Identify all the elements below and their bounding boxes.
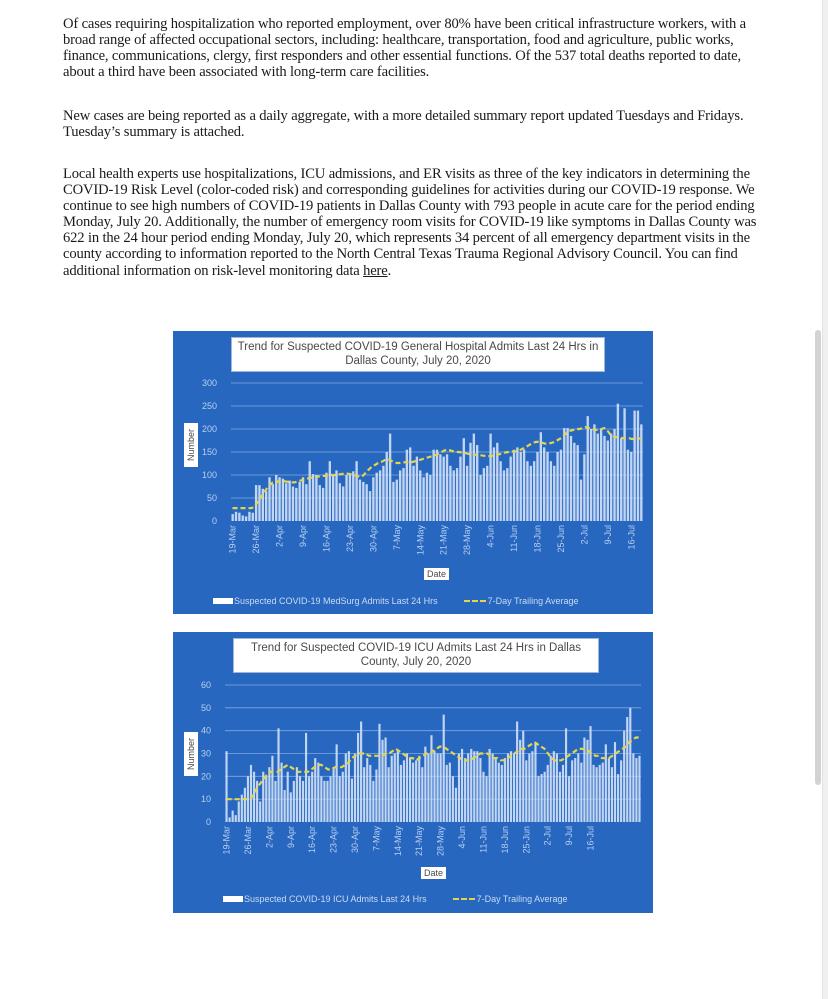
svg-text:300: 300 (201, 378, 217, 388)
paragraph-employment: Of cases requiring hospitalization who reported employment, over 80% have been critical infrastructure workers, with a broad range of affected occupational sectors, including: healthcare, transportation, food and agriculture, public works, finance, communications, clergy, first responders and other essential functions. Of the 537 total deaths reported to date, about a third have been associated with long-term care facilities. (63, 16, 746, 81)
paragraph-risk-indicators (63, 166, 773, 279)
svg-text:16-Jul: 16-Jul (585, 826, 596, 851)
svg-text:150: 150 (201, 447, 217, 457)
paragraph-risk-text: Local health experts use hospitalizations, ICU admissions, and ER visits as three of the key indicators in determining the COVID-19 Risk Level (color-coded risk) and corresponding guidelines for activities during our COVID-19 response. We continue to see high numbers of COVID-19 patients in Dallas County with 793 people in acute care for the period ending Monday, July 20. Additionally, the number of emergency room visits for COVID-19 like symptoms in Dallas County was 622 in the 24 hour period ending Monday, July 20, which represents 34 percent of all emergency department visits in the county according to information reported to the North Central Texas Trauma Regional Advisory Council. You can find additional information on risk-level monitoring data (63, 166, 757, 279)
bar-legend-swatch (213, 598, 233, 604)
svg-text:9-Apr: 9-Apr (285, 826, 296, 849)
paragraph-daily-aggregate: New cases are being reported as a daily aggregate, with a more detailed summary report updated Tuesdays and Fridays. Tuesday’s summary is attached. (63, 108, 744, 141)
svg-text:20: 20 (200, 771, 211, 782)
svg-text:11-Jun: 11-Jun (478, 826, 489, 853)
hospital-admits-plot (173, 331, 653, 614)
svg-text:40: 40 (200, 725, 211, 736)
y-axis-label: Number (184, 423, 198, 467)
svg-text:4-Jun: 4-Jun (485, 525, 496, 548)
svg-text:9-Jul: 9-Jul (602, 525, 613, 545)
svg-text:9-Jul: 9-Jul (564, 826, 575, 846)
svg-text:7-May: 7-May (391, 525, 402, 551)
svg-text:16-Jul: 16-Jul (626, 525, 637, 550)
svg-text:30-Apr: 30-Apr (350, 826, 360, 854)
svg-text:16-Apr: 16-Apr (321, 525, 332, 553)
svg-text:2-Apr: 2-Apr (264, 826, 275, 849)
svg-text:9-Apr: 9-Apr (298, 525, 309, 548)
paragraph-end-period: . (387, 262, 392, 279)
line-legend-swatch (464, 600, 486, 602)
icu-admits-plot (173, 632, 653, 913)
svg-text:14-May: 14-May (392, 826, 403, 857)
chart-legend (223, 894, 567, 904)
y-axis-label: Number (184, 732, 198, 776)
svg-text:250: 250 (201, 401, 217, 411)
svg-text:23-Apr: 23-Apr (328, 826, 339, 854)
window-edge (822, 0, 828, 999)
svg-text:26-Mar: 26-Mar (242, 826, 253, 855)
svg-text:28-May: 28-May (435, 826, 446, 857)
svg-text:14-May: 14-May (415, 525, 426, 556)
svg-text:50: 50 (206, 493, 217, 503)
svg-text:18-Jun: 18-Jun (532, 525, 543, 553)
svg-text:18-Jun: 18-Jun (499, 826, 510, 854)
hospital-admits-chart (173, 331, 653, 614)
svg-text:19-Mar: 19-Mar (221, 826, 232, 855)
svg-text:25-Jun: 25-Jun (521, 826, 532, 854)
chart-title: Trend for Suspected COVID-19 General Hospital Admits Last 24 Hrs in Dallas County, July 20, 2020 (231, 337, 605, 372)
x-axis-label: Date (421, 867, 446, 879)
svg-text:2-Jul: 2-Jul (579, 525, 590, 545)
chart-title: Trend for Suspected COVID-19 ICU Admits Last 24 Hrs in Dallas County, July 20, 2020 (233, 638, 599, 673)
svg-text:50: 50 (200, 702, 211, 713)
svg-text:30: 30 (200, 748, 211, 759)
vertical-scrollbar[interactable] (815, 330, 821, 785)
svg-text:21-May: 21-May (438, 525, 449, 556)
svg-text:7-May: 7-May (371, 826, 382, 852)
bar-legend-label: Suspected COVID-19 ICU Admits Last 24 Hrs (244, 894, 427, 904)
svg-text:10: 10 (200, 794, 211, 805)
svg-text:19-Mar: 19-Mar (227, 525, 238, 554)
svg-text:60: 60 (200, 680, 211, 690)
svg-text:25-Jun: 25-Jun (555, 525, 566, 553)
svg-text:2-Jul: 2-Jul (542, 826, 553, 846)
bar-legend-label: Suspected COVID-19 MedSurg Admits Last 24 Hrs (234, 596, 438, 606)
svg-text:30-Apr: 30-Apr (368, 525, 379, 553)
bar-legend-swatch (223, 896, 243, 902)
line-legend-label: 7-Day Trailing Average (476, 894, 568, 904)
chart-legend (213, 596, 578, 606)
svg-text:23-Apr: 23-Apr (344, 525, 355, 553)
svg-text:200: 200 (201, 424, 217, 434)
svg-text:11-Jun: 11-Jun (509, 525, 520, 552)
line-legend-label: 7-Day Trailing Average (487, 596, 579, 606)
svg-text:28-May: 28-May (462, 525, 473, 556)
icu-admits-chart (173, 632, 653, 913)
svg-text:16-Apr: 16-Apr (307, 826, 318, 854)
here-link[interactable]: here (363, 262, 388, 279)
svg-text:0: 0 (211, 516, 217, 526)
svg-text:2-Apr: 2-Apr (274, 525, 285, 548)
svg-text:4-Jun: 4-Jun (457, 826, 468, 849)
svg-text:0: 0 (205, 817, 211, 827)
x-axis-label: Date (424, 568, 449, 580)
line-legend-swatch (453, 898, 475, 900)
svg-text:100: 100 (201, 470, 217, 480)
svg-text:26-Mar: 26-Mar (251, 525, 262, 554)
svg-text:21-May: 21-May (414, 826, 425, 857)
